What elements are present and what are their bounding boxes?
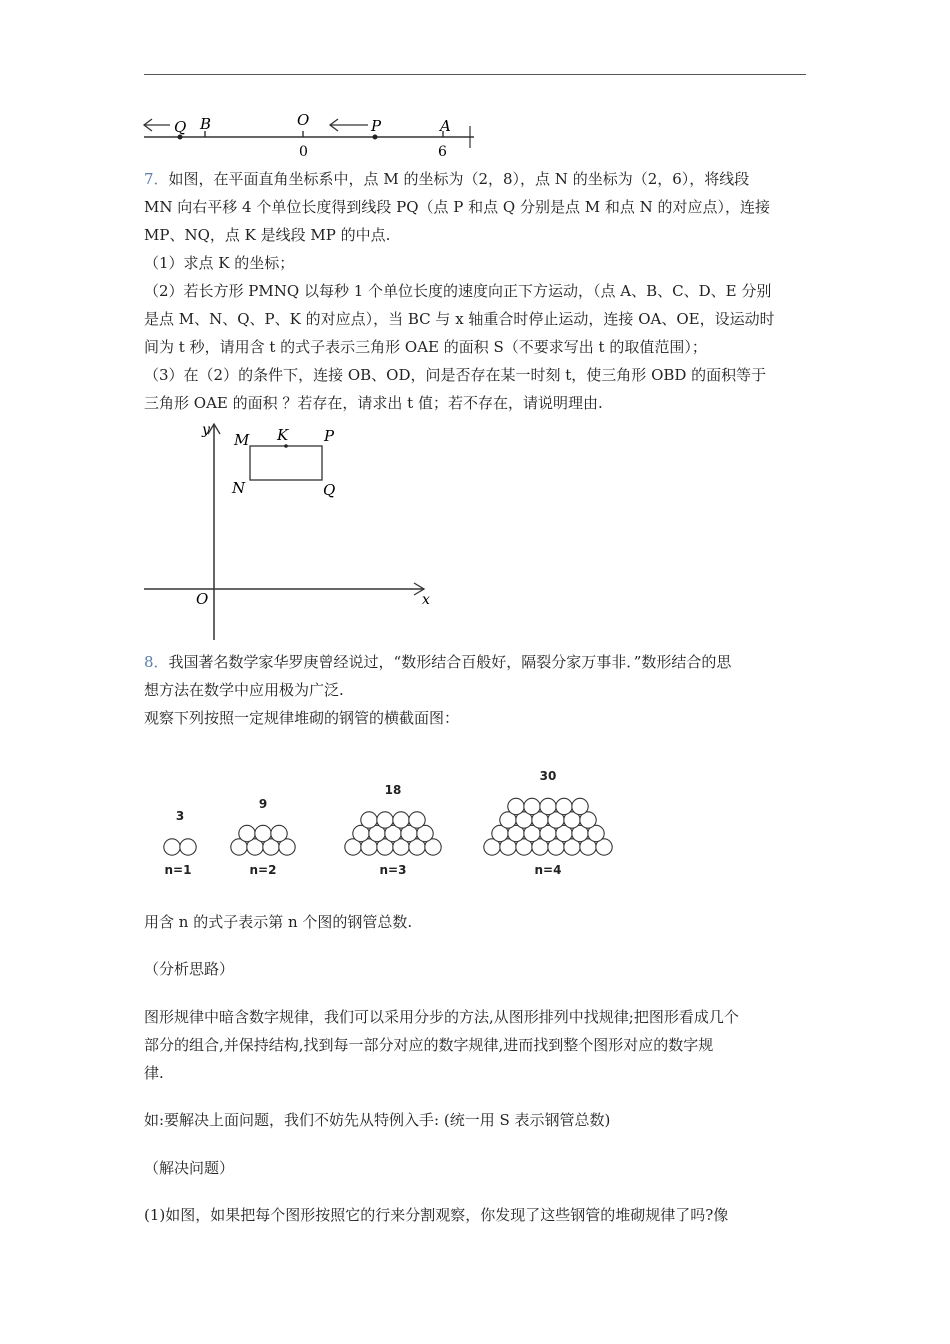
pipe-circle bbox=[361, 812, 377, 828]
pipe-circle bbox=[239, 825, 255, 841]
pipe-circle bbox=[540, 798, 556, 814]
q8-line1: 8．我国著名数学家华罗庚曾经说过，“数形结合百般好，隔裂分家万事非．”数形结合的思 bbox=[144, 653, 732, 671]
solve-line1: (1)如图，如果把每个图形按照它的行来分割观察，你发现了这些钢管的堆砌规律了吗?像 bbox=[144, 1206, 729, 1224]
example-line: 如:要解决上面问题，我们不妨先从特例入手: (统一用 S 表示钢管总数) bbox=[144, 1111, 611, 1129]
label-q: Q bbox=[174, 118, 187, 136]
rectangle-pmnq bbox=[250, 446, 322, 480]
label-p: P bbox=[371, 117, 382, 135]
analysis-title: （分析思路） bbox=[144, 960, 235, 978]
caption-3: n=3 bbox=[379, 863, 407, 877]
q7-sub2-line3: 间为 t 秒，请用含 t 的式子表示三角形 OAE 的面积 S（不要求写出 t 的取值范围）； bbox=[144, 338, 707, 356]
q7-sub3-line2: 三角形 OAE 的面积 ？若存在，请求出 t 值；若不存在，请说明理由. bbox=[144, 394, 603, 412]
point-k bbox=[284, 444, 288, 448]
label-p: P bbox=[324, 427, 335, 445]
q7-sub1: （1）求点 K 的坐标； bbox=[144, 254, 295, 272]
label-m: M bbox=[234, 431, 250, 449]
header-rule bbox=[144, 74, 806, 75]
label-y-axis: y bbox=[202, 422, 210, 438]
q7-number: 7． bbox=[144, 170, 169, 188]
pipe-circle bbox=[255, 825, 271, 841]
solve-title: （解决问题） bbox=[144, 1159, 235, 1177]
pipe-circle bbox=[393, 812, 409, 828]
label-x-axis: x bbox=[422, 592, 430, 608]
pipe-circle bbox=[164, 839, 180, 855]
pipe-circle bbox=[508, 798, 524, 814]
q7-sub2-line1: （2）若长方形 PMNQ 以每秒 1 个单位长度的速度向正下方运动，（点 A、B、C、D、E 分别 bbox=[144, 282, 772, 300]
pipe-circle bbox=[409, 812, 425, 828]
q8-line2: 想方法在数学中应用极为广泛. bbox=[144, 681, 344, 699]
pipes-layer bbox=[164, 798, 612, 855]
q8-question: 用含 n 的式子表示第 n 个图的钢管总数. bbox=[144, 913, 413, 931]
total-label-2: 9 bbox=[258, 797, 268, 811]
total-label-4: 30 bbox=[539, 769, 557, 783]
number-line-figure bbox=[140, 108, 480, 160]
label-o: O bbox=[297, 111, 310, 129]
q7-line2: MN 向右平移 4 个单位长度得到线段 PQ（点 P 和点 Q 分别是点 M 和点 N 的对应点），连接 bbox=[144, 198, 771, 216]
q8-line3: 观察下列按照一定规律堆砌的钢管的横截面图： bbox=[144, 709, 460, 727]
q7-line1: 7．如图，在平面直角坐标系中，点 M 的坐标为（2，8），点 N 的坐标为（2，6），将线段 bbox=[144, 170, 750, 188]
tick-label-six: 6 bbox=[438, 144, 447, 160]
caption-1: n=1 bbox=[164, 863, 192, 877]
point-p bbox=[373, 135, 378, 140]
label-origin: O bbox=[196, 590, 209, 608]
pipe-circle bbox=[180, 839, 196, 855]
pipe-circle bbox=[377, 812, 393, 828]
label-a: A bbox=[440, 117, 451, 135]
label-n: N bbox=[232, 479, 246, 497]
pipe-circle bbox=[556, 798, 572, 814]
pipe-circle bbox=[524, 798, 540, 814]
caption-2: n=2 bbox=[249, 863, 277, 877]
total-label-1: 3 bbox=[175, 809, 185, 823]
analysis-line3: 律. bbox=[144, 1064, 164, 1082]
label-q: Q bbox=[323, 481, 336, 499]
pipe-circle bbox=[572, 798, 588, 814]
pipe-circle bbox=[271, 825, 287, 841]
tick-label-zero: 0 bbox=[299, 144, 308, 160]
pipes-figure bbox=[150, 760, 630, 890]
total-label-3: 18 bbox=[384, 783, 402, 797]
analysis-line2: 部分的组合,并保持结构,找到每一部分对应的数字规律,进而找到整个图形对应的数字规 bbox=[144, 1036, 714, 1054]
caption-4: n=4 bbox=[534, 863, 562, 877]
coordinate-figure bbox=[140, 418, 440, 646]
analysis-line1: 图形规律中暗含数字规律，我们可以采用分步的方法,从图形排列中找规律;把图形看成几个 bbox=[144, 1008, 739, 1026]
q7-sub3-line1: （3）在（2）的条件下，连接 OB、OD，问是否存在某一时刻 t，使三角形 OBD 的面积等于 bbox=[144, 366, 767, 384]
q8-number: 8． bbox=[144, 653, 169, 671]
q7-line3: MP、NQ，点 K 是线段 MP 的中点. bbox=[144, 226, 391, 244]
label-b: B bbox=[200, 115, 212, 133]
q7-sub2-line2: 是点 M、N、Q、P、K 的对应点），当 BC 与 x 轴重合时停止运动，连接 OA、OE，设运动时 bbox=[144, 310, 775, 328]
label-k: K bbox=[277, 426, 289, 444]
